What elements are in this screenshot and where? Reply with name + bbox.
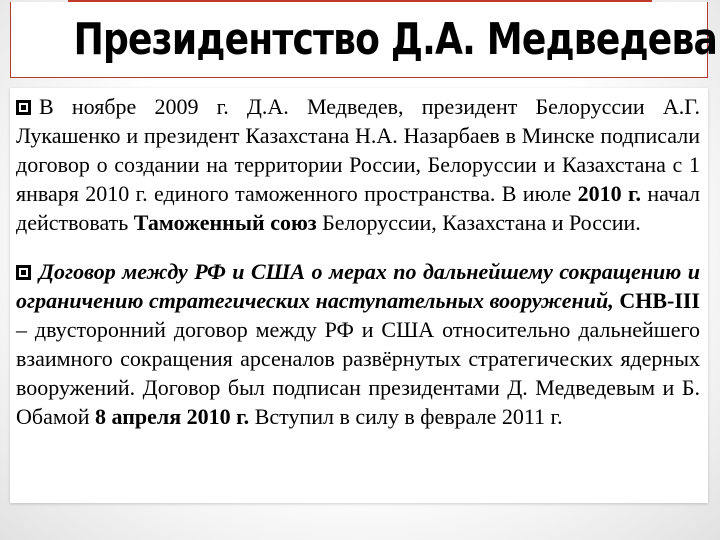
content-panel [10,88,708,503]
paragraph2-bold-date: 8 апреля 2010 г. [95,404,250,429]
paragraph2-text-1: – двусторонний договор между РФ и США относительно дальнейшего взаимного сокращения арсеналов развёрнутых стратегических ядерных вооружений. Договор был подписан президентами Д. Медведевым и Б. Обамой [16,317,700,429]
page-title: Президентство Д.А. Медведева [73,14,717,65]
paragraph1-bold-customs-union: Таможенный союз [133,210,317,235]
paragraph2-bold-start: СНВ-III [619,288,700,313]
paragraph1-text-3: Белоруссии, Казахстана и России. [316,210,641,235]
paragraph2-bold-italic-treaty: Договор между РФ и США о мерах по дальнейшему сокращению и ограничению стратегических наступательных вооружений, [16,259,700,313]
paragraph-start-treaty [16,257,700,431]
paragraph2-text-2: Вступил в силу в феврале 2011 г. [249,404,563,429]
square-bullet-icon [16,100,31,115]
paragraph-customs-union [16,92,700,237]
paragraph1-text-2: начал действовать [16,181,700,235]
title-box [10,2,717,78]
paragraph1-bold-year: 2010 г. [577,181,641,206]
paragraph1-text-1: В ноябре 2009 г. Д.А. Медведев, президент Белоруссии А.Г. Лукашенко и президент Казахстана Н.А. Назарбаев в Минске подписали договор о создании на территории России, Белоруссии и Казахстана с 1 января 2010 г. единого таможенного пространства. В июле [16,94,700,206]
square-bullet-icon [16,265,31,280]
